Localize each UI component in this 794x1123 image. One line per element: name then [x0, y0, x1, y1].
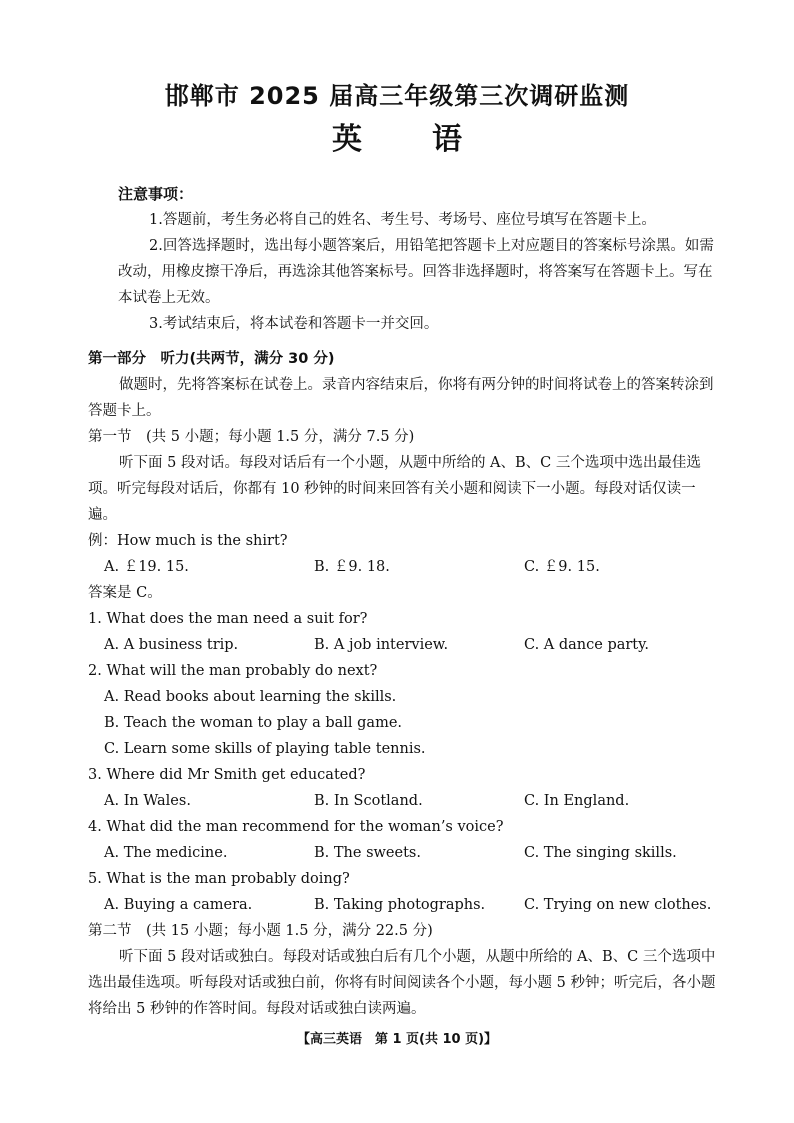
question-4-option-b: B. The sweets.: [314, 845, 421, 861]
question-4-options: [88, 840, 716, 866]
example-question: 例：How much is the shirt?: [88, 533, 288, 549]
example-answer: 答案是 C。: [88, 585, 162, 601]
subject-title: 英语: [332, 122, 532, 157]
question-5-options: [88, 892, 716, 918]
part1-intro: 做题时，先将答案标在试卷上。录音内容结束后，你将有两分钟的时间将试卷上的答案转涂到答题卡上。: [88, 377, 714, 419]
question-4: 4. What did the man recommend for the woman’s voice?: [88, 819, 504, 835]
notice-item-3: 3.考试结束后，将本试卷和答题卡一并交回。: [149, 316, 439, 332]
question-1-options: [88, 632, 716, 658]
example-options: [88, 554, 716, 580]
question-5-option-b: B. Taking photographs.: [314, 897, 486, 913]
question-3-option-c: C. In England.: [524, 793, 630, 809]
page-footer: 【高三英语 第 1 页(共 10 页)】: [296, 1032, 498, 1047]
exam-title: 邯郸市 2025 届高三年级第三次调研监测: [164, 82, 630, 110]
question-2-option-b: B. Teach the woman to play a ball game.: [104, 715, 403, 731]
section1-intro: 听下面 5 段对话。每段对话后有一个小题，从题中所给的 A、B、C 三个选项中选出最佳选项。听完每段对话后，你都有 10 秒钟的时间来回答有关小题和阅读下一小题。每段对话仅读一遍。: [88, 455, 701, 523]
question-3: 3. Where did Mr Smith get educated?: [88, 767, 366, 783]
question-1-option-b: B. A job interview.: [314, 637, 449, 653]
section1-heading: 第一节 (共 5 小题；每小题 1.5 分，满分 7.5 分): [88, 429, 415, 445]
question-5-option-c: C. Trying on new clothes.: [524, 897, 712, 913]
question-1-option-a: A. A business trip.: [104, 637, 239, 653]
example-option-c: C. ￡9. 15.: [524, 559, 600, 575]
section2-heading: 第二节 (共 15 小题；每小题 1.5 分，满分 22.5 分): [88, 923, 433, 939]
notice-item-1: 1.答题前，考生务必将自己的姓名、考生号、考场号、座位号填写在答题卡上。: [149, 212, 656, 228]
example-option-a: A. ￡19. 15.: [104, 559, 189, 575]
part1-block: [88, 346, 716, 1022]
question-5: 5. What is the man probably doing?: [88, 871, 350, 887]
question-4-option-c: C. The singing skills.: [524, 845, 677, 861]
example-option-b: B. ￡9. 18.: [314, 559, 390, 575]
question-2-option-c: C. Learn some skills of playing table tennis.: [104, 741, 426, 757]
question-3-option-a: A. In Wales.: [104, 793, 191, 809]
question-2: 2. What will the man probably do next?: [88, 663, 378, 679]
part1-heading: 第一部分 听力(共两节，满分 30 分): [88, 351, 335, 367]
section2-intro: 听下面 5 段对话或独白。每段对话或独白后有几个小题，从题中所给的 A、B、C 三个选项中选出最佳选项。听每段对话或独白前，你将有时间阅读各个小题，每小题 5 秒钟；听完后，各小题将给出 5 秒钟的作答时间。每段对话或独白读两遍。: [88, 949, 716, 1017]
question-3-option-b: B. In Scotland.: [314, 793, 423, 809]
notice-block: [118, 181, 718, 337]
question-2-option-a: A. Read books about learning the skills.: [104, 689, 397, 705]
question-1: 1. What does the man need a suit for?: [88, 611, 368, 627]
notice-item-2: 2.回答选择题时，选出每小题答案后，用铅笔把答题卡上对应题目的答案标号涂黑。如需改动，用橡皮擦干净后，再选涂其他答案标号。回答非选择题时，将答案写在答题卡上。写在本试卷上无效。: [118, 238, 714, 306]
question-1-option-c: C. A dance party.: [524, 637, 650, 653]
question-5-option-a: A. Buying a camera.: [104, 897, 253, 913]
question-3-options: [88, 788, 716, 814]
question-4-option-a: A. The medicine.: [104, 845, 228, 861]
notice-heading: 注意事项：: [118, 185, 194, 203]
